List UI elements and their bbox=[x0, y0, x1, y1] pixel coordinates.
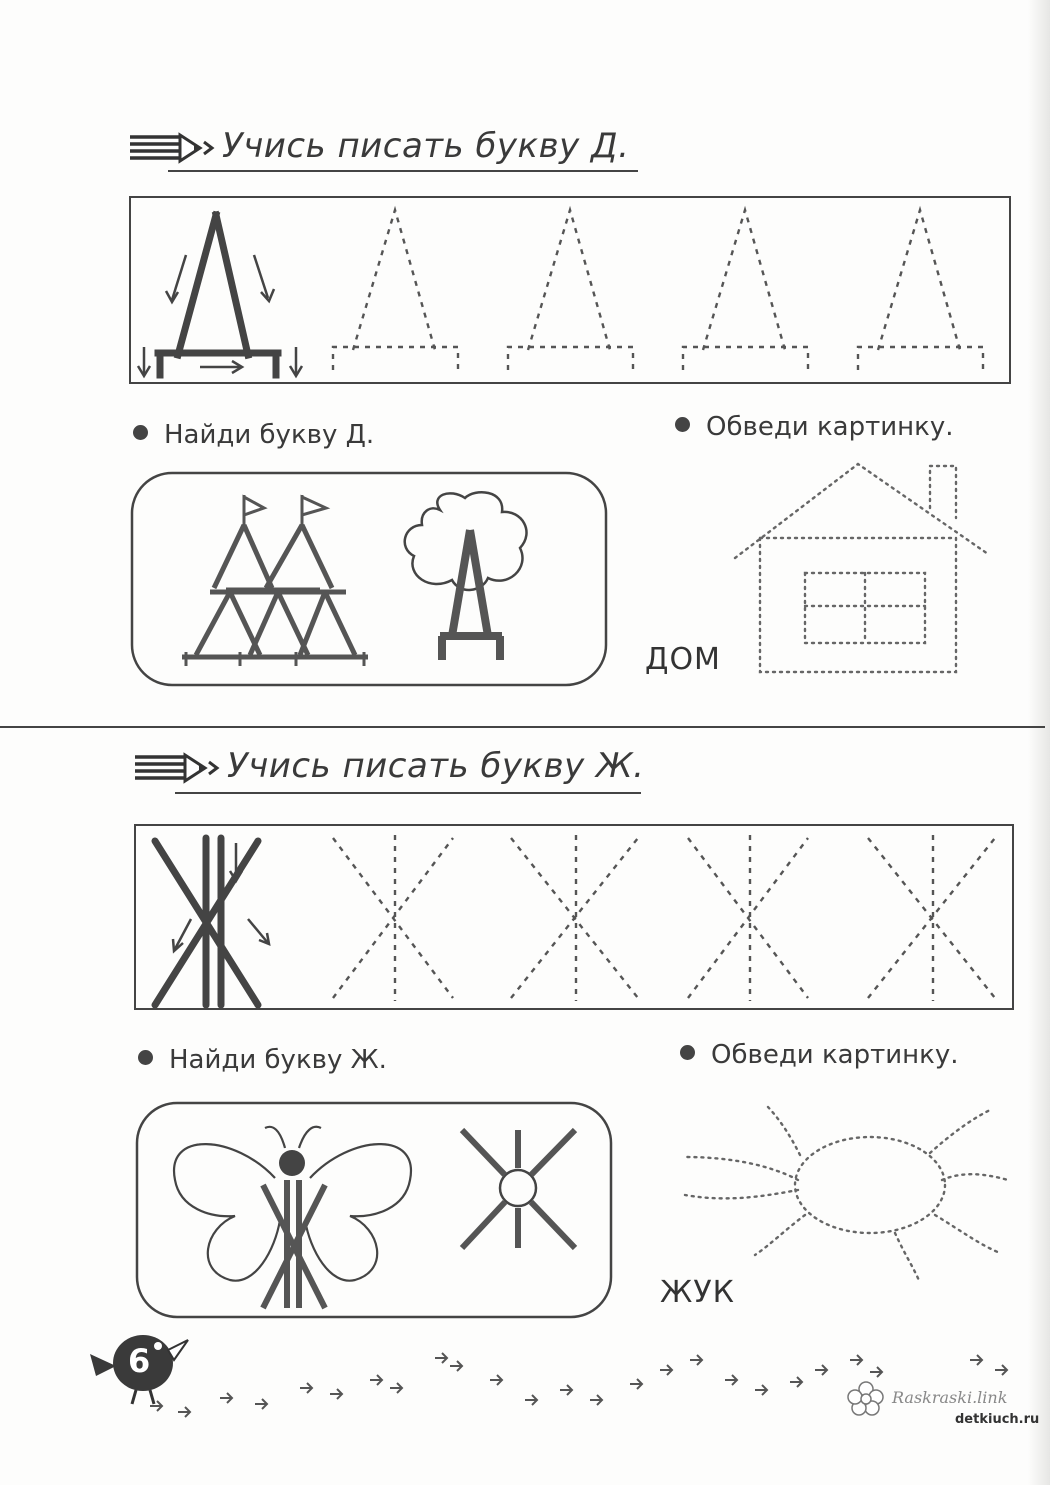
site-credit[interactable]: detkiuch.ru bbox=[955, 1412, 1040, 1427]
butterfly-head bbox=[279, 1150, 305, 1176]
section-zh-title: Учись писать букву Ж. bbox=[227, 746, 645, 786]
watermark-text: Raskraski.link bbox=[892, 1388, 1008, 1407]
section-d-title: Учись писать букву Д. bbox=[222, 126, 630, 166]
find-zh-picture-box bbox=[135, 1100, 615, 1322]
find-letter-zh bbox=[138, 1045, 387, 1075]
pencil-icon bbox=[133, 748, 223, 790]
find-letter-d-label: Найди букву Д. bbox=[164, 420, 375, 450]
footprint-arrows bbox=[150, 1340, 1030, 1430]
dotted-d-letters bbox=[333, 210, 983, 370]
letter-zh-practice-box bbox=[133, 823, 1018, 1013]
page-edge bbox=[1028, 0, 1050, 1485]
trace-picture-d-label: Обведи картинку. bbox=[706, 412, 954, 442]
letter-d-practice-box bbox=[128, 195, 1013, 385]
letter-zh-example bbox=[155, 838, 258, 1005]
castle-picture bbox=[182, 525, 368, 657]
sun-rays-zh bbox=[462, 1130, 575, 1248]
find-letter-d bbox=[133, 420, 374, 450]
bullet-icon bbox=[138, 1050, 153, 1065]
bullet-icon bbox=[133, 425, 148, 440]
bullet-icon bbox=[675, 417, 690, 432]
trace-picture-zh-label: Обведи картинку. bbox=[711, 1040, 959, 1070]
flower-icon bbox=[846, 1380, 886, 1416]
dotted-zh-letters bbox=[333, 835, 995, 1001]
title-underline bbox=[168, 170, 638, 172]
title-underline bbox=[175, 792, 641, 794]
pencil-icon bbox=[128, 128, 218, 170]
word-beetle: ЖУК bbox=[660, 1275, 735, 1310]
find-letter-zh-label: Найди букву Ж. bbox=[169, 1045, 387, 1075]
sun-circle bbox=[500, 1170, 536, 1206]
tree-trunk-d bbox=[440, 530, 502, 660]
section-divider bbox=[0, 726, 1045, 728]
find-d-picture-box bbox=[130, 470, 610, 690]
page-number: 6 bbox=[128, 1342, 151, 1380]
word-house: ДОМ bbox=[645, 642, 721, 677]
dotted-beetle-picture bbox=[680, 1095, 1015, 1290]
dotted-house-picture bbox=[730, 458, 995, 678]
butterfly-wings bbox=[174, 1127, 411, 1281]
bullet-icon bbox=[680, 1045, 695, 1060]
trace-picture-zh bbox=[680, 1040, 959, 1070]
trace-picture-d bbox=[675, 412, 954, 442]
